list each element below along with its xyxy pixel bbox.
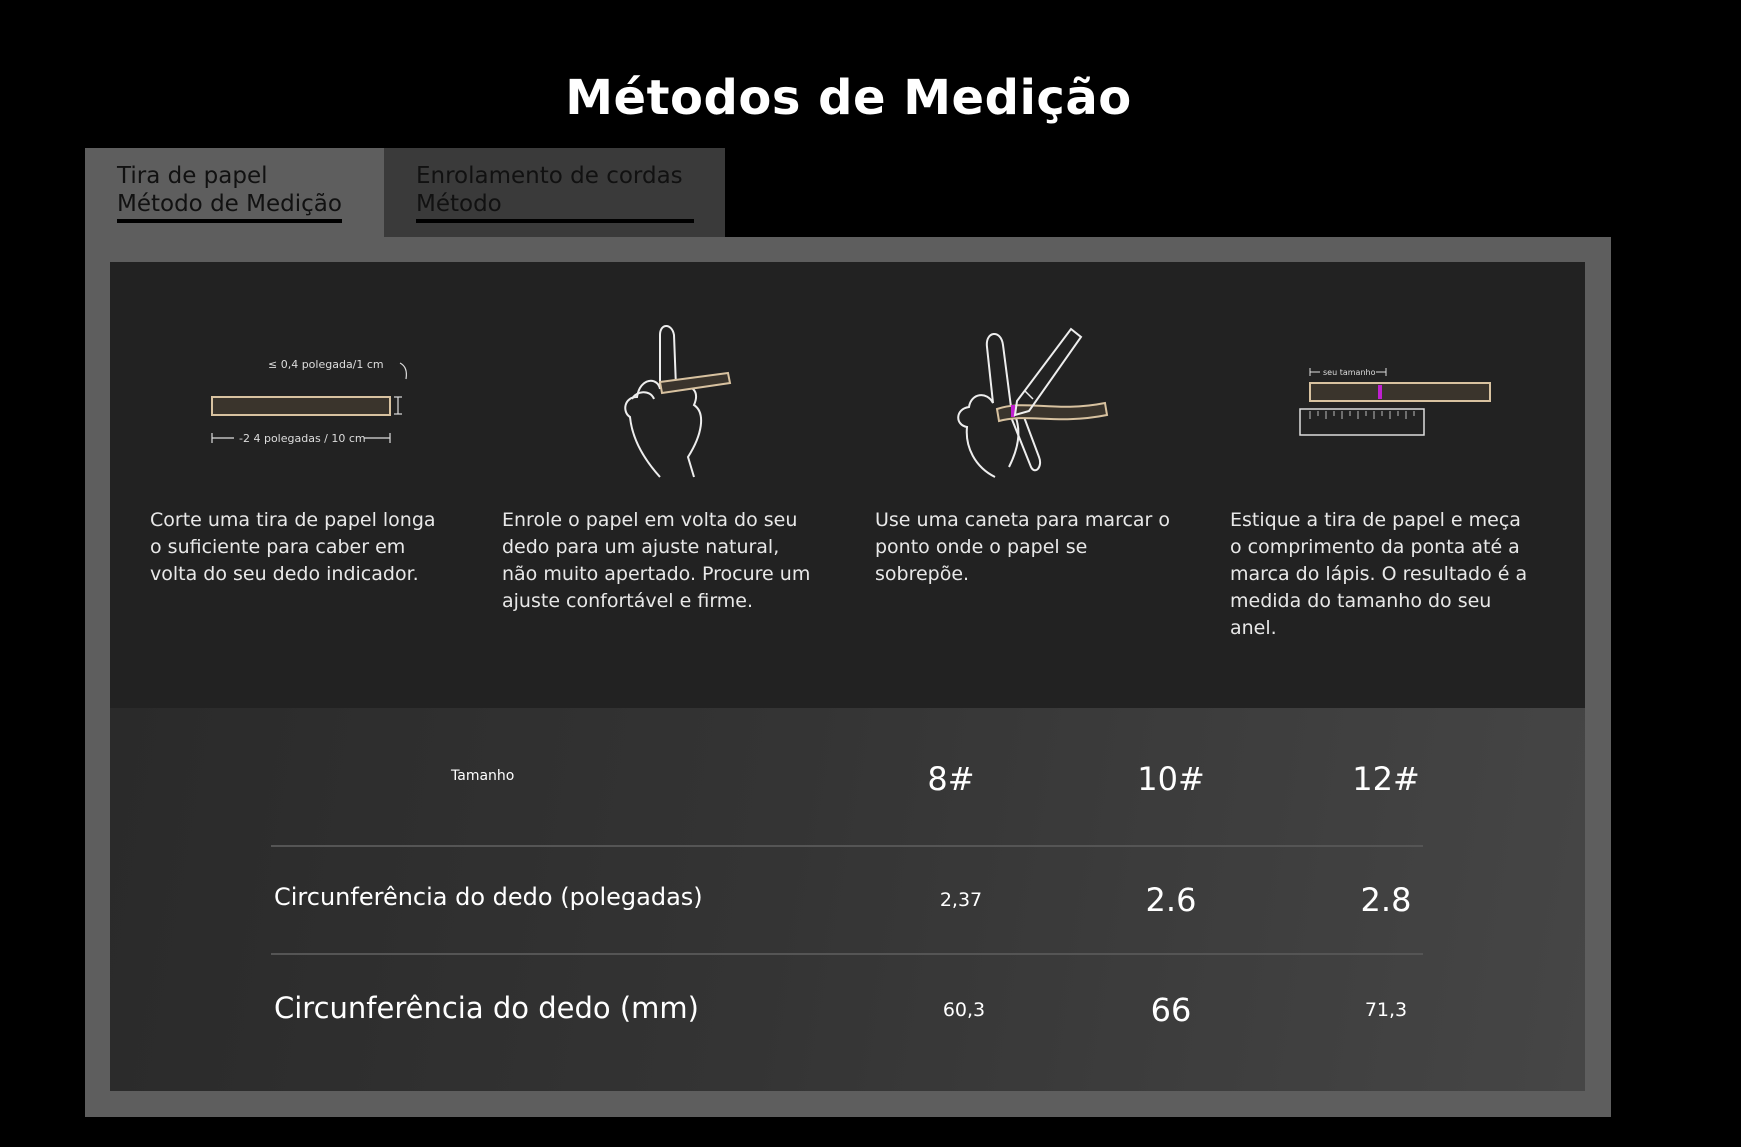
tab-string-wrap-label: Enrolamento de cordas Método [416, 162, 694, 223]
value-inches-8: 2,37 [939, 889, 983, 911]
step-wrap-finger [502, 262, 842, 708]
tab-paper-strip-label: Tira de papel Método de Medição [117, 162, 342, 223]
method-tabs [85, 148, 725, 237]
step-mark-overlap [875, 262, 1215, 708]
tab-paper-strip-method[interactable] [85, 148, 384, 237]
svg-text:≤ 0,4 polegada/1 cm: ≤ 0,4 polegada/1 cm [268, 358, 384, 371]
size-header-10: 10# [1137, 760, 1205, 798]
page-title: Métodos de Medição [565, 70, 1132, 127]
step-2-text: Enrole o papel em volta do seu dedo para um ajuste natural, não muito apertado. Procure um ajuste confortável e firme. [502, 509, 811, 612]
strip-ruler-illustration [1290, 317, 1500, 437]
size-header-label: Tamanho [451, 768, 515, 784]
hand-wrap-illustration [602, 317, 742, 487]
size-header-8: 8# [927, 760, 975, 798]
step-cut-strip [150, 262, 490, 708]
svg-text:seu tamanho: seu tamanho [1323, 368, 1376, 377]
step-1-text: Corte uma tira de papel longa o suficiente para caber em volta do seu dedo indicador. [150, 509, 436, 585]
step-measure-length [1230, 262, 1570, 708]
size-header-12: 12# [1352, 760, 1420, 798]
value-mm-8: 60,3 [942, 999, 986, 1021]
instruction-steps [110, 262, 1585, 708]
svg-text:-2 4 polegadas / 10 cm: -2 4 polegadas / 10 cm [239, 432, 366, 445]
table-header-row [271, 708, 1423, 847]
tab-string-wrap-method[interactable] [384, 148, 725, 237]
table-row [271, 953, 1423, 1063]
paper-strip-illustration [190, 317, 490, 457]
row-label-inches: Circunferência do dedo (polegadas) [274, 883, 703, 911]
table-row [271, 845, 1423, 955]
hand-pen-illustration [935, 317, 1125, 487]
value-mm-12: 71,3 [1364, 999, 1408, 1021]
value-inches-12: 2.8 [1360, 881, 1412, 919]
measurement-panel [85, 237, 1611, 1117]
value-mm-10: 66 [1150, 991, 1192, 1029]
ring-size-table [110, 708, 1585, 1091]
step-4-text: Estique a tira de papel e meça o comprimento da ponta até a marca do lápis. O resultado é a medida do tamanho do seu anel. [1230, 509, 1528, 639]
row-label-mm: Circunferência do dedo (mm) [274, 991, 699, 1025]
value-inches-10: 2.6 [1145, 881, 1197, 919]
step-3-text: Use uma caneta para marcar o ponto onde o papel se sobrepõe. [875, 509, 1171, 585]
